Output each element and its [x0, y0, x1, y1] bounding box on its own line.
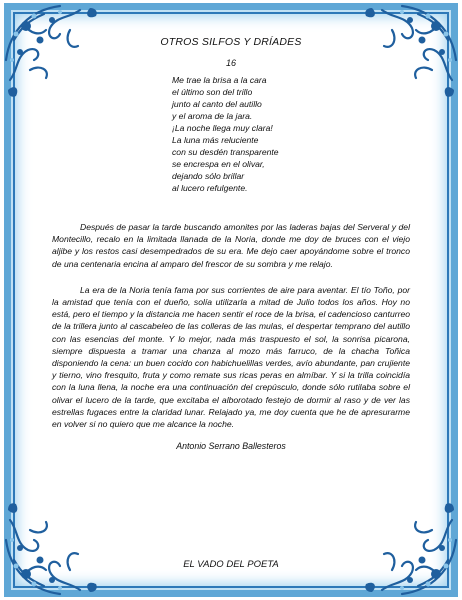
prose-paragraph: La era de la Noria tenía fama por sus corrientes de aire para aventar. El tío Toño, por la amistad que tenía con el dueño, solía utilizarla a mitad de Julio todos los años. Hoy no está, pero el tiempo y la distancia me hacen sentir el roce de la brisa, el cadencioso canturreo de la trillera junto al cascabeleo de las colleras de las mulas, el despertar temprano del autillo con las esencias del monte. Y lo mejor, nada más traspuesto el sol, la sonrisa picarona, siempre dispuesta a tramar una chanza al mozo más farruco, de la chacha Toñica disponiendo la cena: un buen cocido con habichuelillas verdes, avío abundante, pan crujiente y tierno, vino fresquito, fruta y como remate sus ricas peras en almíbar. Y si la trilla coincidía con la luna llena, la noche era una continuación del crepúsculo, donde sólo rutilaba sobre el olivar el lucero de la tarde, que excitaba el alborotado festejo de dormir al raso y de ver las estrellas fugaces entre la claridad lunar. Relajado ya, me doy cuenta que he de apresurarme en volver si no quiero que me alcance la noche. [52, 284, 410, 430]
corner-ornament-icon [0, 496, 104, 600]
poem-line: dejando sólo brillar [172, 171, 245, 181]
poem-line: ¡La noche llega muy clara! [172, 123, 273, 133]
poem [172, 74, 410, 194]
poem-line: y el aroma de la jara. [172, 111, 253, 121]
poem-line: La luna más reluciente [172, 135, 259, 145]
prose-paragraph: Después de pasar la tarde buscando amonites por las laderas bajas del Serveral y del Montecillo, recalo en la limitada llanada de la Noria, donde me doy de bruces con el viejo aljibe y los restos casi desempedrados de su era. Me dejo caer apoyándome sobre el tronco de una centenaria encina al amparo del frescor de su sombra y me relajo. [52, 222, 410, 269]
page-content [52, 36, 410, 451]
page-title: OTROS SILFOS Y DRÍADES [160, 36, 302, 48]
poem-line: junto al canto del autillo [172, 99, 262, 109]
poem-line: se encrespa en el olivar, [172, 159, 265, 169]
poem-line: el último son del trillo [172, 87, 253, 97]
footer-title: EL VADO DEL POETA [183, 559, 279, 570]
poem-line: Me trae la brisa a la cara [172, 75, 267, 85]
poem-number: 16 [225, 58, 236, 68]
author-signature: Antonio Serrano Ballesteros [176, 441, 286, 452]
poem-line: con su desdén transparente [172, 147, 279, 157]
corner-ornament-icon [358, 496, 462, 600]
poem-line: al lucero refulgente. [172, 183, 248, 193]
